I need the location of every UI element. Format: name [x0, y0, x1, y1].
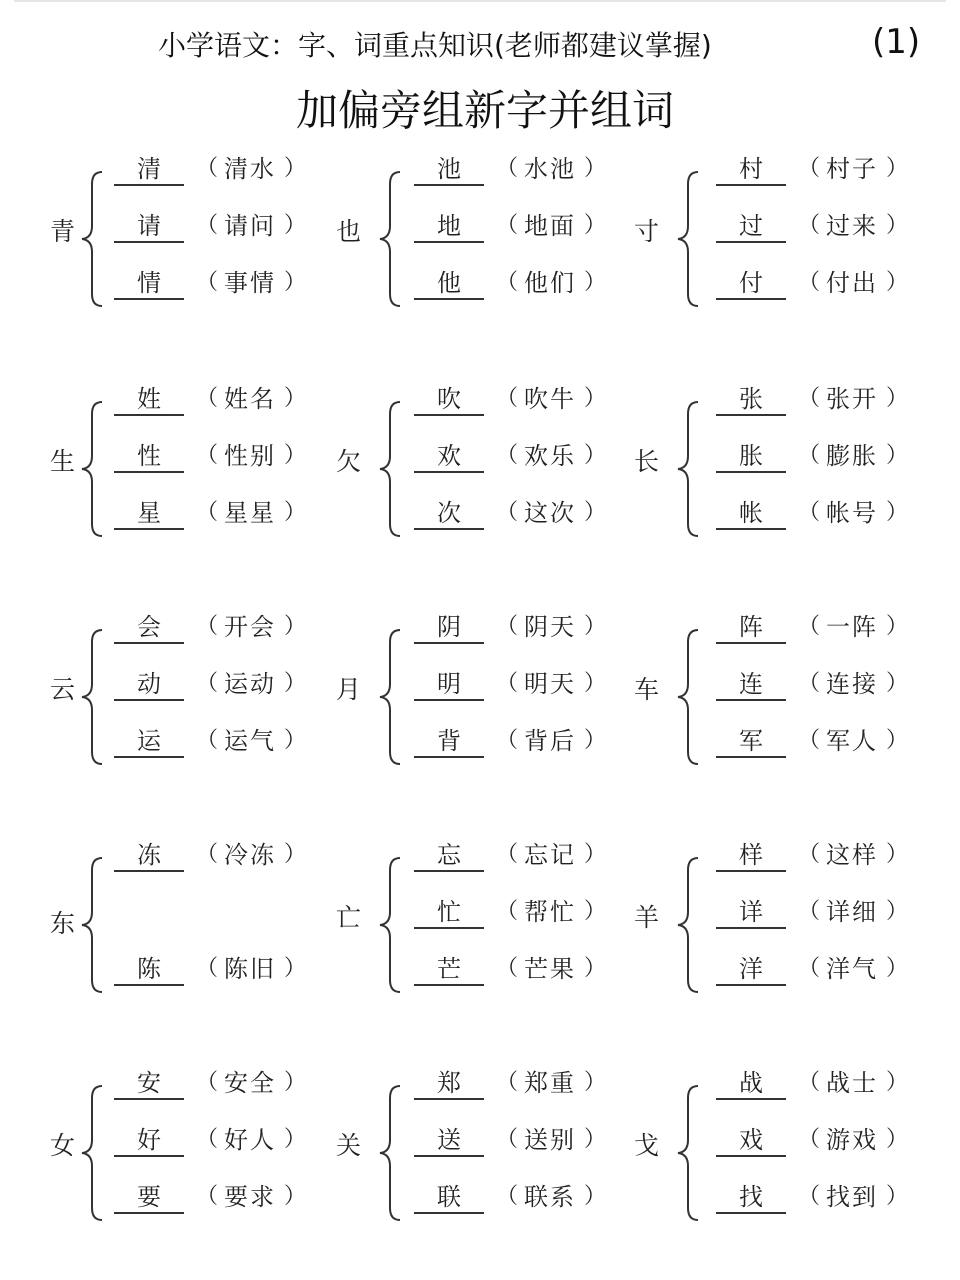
- answer-word: 性别: [224, 442, 276, 470]
- paren-close: ）: [284, 842, 307, 867]
- paren-close: ）: [886, 842, 909, 867]
- answer-word: 这次: [524, 499, 576, 527]
- base-character: 也: [336, 217, 362, 246]
- radical-group-qing: [50, 148, 350, 318]
- paren-open: （: [798, 270, 821, 295]
- base-character: 长: [634, 447, 660, 476]
- answer-char: 动: [114, 669, 184, 701]
- radical-group-yang: [634, 834, 934, 1004]
- paren-open: （: [496, 614, 519, 639]
- paren-close: ）: [284, 270, 307, 295]
- base-character: 青: [50, 217, 76, 246]
- paren-close: ）: [584, 842, 607, 867]
- paren-open: （: [196, 500, 219, 525]
- answer-word: 清水: [224, 155, 276, 183]
- paren-close: ）: [886, 956, 909, 981]
- paren-open: （: [196, 270, 219, 295]
- paren-open: （: [496, 213, 519, 238]
- paren-open: （: [798, 899, 821, 924]
- paren-open: （: [798, 1184, 821, 1209]
- paren-open: （: [196, 443, 219, 468]
- radical-group-ye: [336, 148, 636, 318]
- answer-word: 洋气: [826, 955, 878, 983]
- paren-open: （: [496, 728, 519, 753]
- answer-char: 付: [716, 268, 786, 300]
- paren-close: ）: [284, 1070, 307, 1095]
- answer-word: 付出: [826, 269, 878, 297]
- paren-open: （: [196, 1127, 219, 1152]
- paren-close: ）: [284, 213, 307, 238]
- radical-group-chang: [634, 378, 934, 548]
- radical-group-che: [634, 606, 934, 776]
- answer-char: 陈: [114, 954, 184, 986]
- base-character: 戈: [634, 1131, 660, 1160]
- answer-word: 这样: [826, 841, 878, 869]
- answer-word: 背后: [524, 727, 576, 755]
- answer-word: 帮忙: [524, 898, 576, 926]
- page-title: 加偏旁组新字并组词: [296, 86, 675, 135]
- paren-close: ）: [584, 156, 607, 181]
- radical-group-qian: [336, 378, 636, 548]
- paren-close: ）: [584, 1127, 607, 1152]
- answer-char: 运: [114, 726, 184, 758]
- answer-char: 郑: [414, 1068, 484, 1100]
- paren-close: ）: [284, 728, 307, 753]
- paren-close: ）: [584, 614, 607, 639]
- answer-word: 战士: [826, 1069, 878, 1097]
- brace-icon: [676, 170, 700, 308]
- paren-close: ）: [886, 1070, 909, 1095]
- page-subtitle: 小学语文：字、词重点知识(老师都建议掌握): [158, 29, 712, 62]
- answer-word: 运气: [224, 727, 276, 755]
- base-character: 欠: [336, 447, 362, 476]
- paren-close: ）: [886, 443, 909, 468]
- answer-word: 游戏: [826, 1126, 878, 1154]
- answer-word: 连接: [826, 670, 878, 698]
- answer-char: 帐: [716, 498, 786, 530]
- answer-char: 他: [414, 268, 484, 300]
- radical-group-guan: [336, 1062, 636, 1232]
- answer-word: 事情: [224, 269, 276, 297]
- paren-close: ）: [284, 443, 307, 468]
- answer-char: 性: [114, 441, 184, 473]
- paren-close: ）: [284, 614, 307, 639]
- brace-icon: [378, 170, 402, 308]
- answer-word: 详细: [826, 898, 878, 926]
- paren-close: ）: [584, 500, 607, 525]
- answer-word: 送别: [524, 1126, 576, 1154]
- paren-open: （: [798, 213, 821, 238]
- answer-word: 军人: [826, 727, 878, 755]
- answer-word: 阴天: [524, 613, 576, 641]
- brace-icon: [80, 1084, 104, 1222]
- paren-open: （: [196, 1184, 219, 1209]
- paren-close: ）: [584, 671, 607, 696]
- answer-char: 姓: [114, 384, 184, 416]
- radical-group-sheng: [50, 378, 350, 548]
- paren-open: （: [496, 671, 519, 696]
- answer-word: 请问: [224, 212, 276, 240]
- answer-word: 水池: [524, 155, 576, 183]
- paren-open: （: [196, 614, 219, 639]
- base-character: 车: [634, 675, 660, 704]
- radical-group-dong: [50, 834, 350, 1004]
- answer-char: 过: [716, 211, 786, 243]
- answer-word: 地面: [524, 212, 576, 240]
- paren-open: （: [798, 1127, 821, 1152]
- paren-open: （: [798, 671, 821, 696]
- radical-group-ge: [634, 1062, 934, 1232]
- paren-close: ）: [284, 1127, 307, 1152]
- answer-word: 他们: [524, 269, 576, 297]
- answer-char: 详: [716, 897, 786, 929]
- paren-close: ）: [886, 899, 909, 924]
- answer-char: 戏: [716, 1125, 786, 1157]
- paren-open: （: [496, 156, 519, 181]
- paren-close: ）: [886, 270, 909, 295]
- paren-open: （: [798, 500, 821, 525]
- paren-close: ）: [584, 386, 607, 411]
- paren-open: （: [496, 386, 519, 411]
- answer-word: 联系: [524, 1183, 576, 1211]
- answer-word: 帐号: [826, 499, 878, 527]
- radical-group-yue: [336, 606, 636, 776]
- paren-open: （: [196, 386, 219, 411]
- answer-char: 忘: [414, 840, 484, 872]
- answer-word: 明天: [524, 670, 576, 698]
- answer-char: 安: [114, 1068, 184, 1100]
- paren-open: （: [496, 1127, 519, 1152]
- answer-word: 要求: [224, 1183, 276, 1211]
- paren-close: ）: [584, 213, 607, 238]
- answer-word: 姓名: [224, 385, 276, 413]
- answer-char: 要: [114, 1182, 184, 1214]
- paren-close: ）: [584, 1184, 607, 1209]
- base-character: 亡: [336, 903, 362, 932]
- answer-char: 池: [414, 154, 484, 186]
- radical-group-yun: [50, 606, 350, 776]
- answer-char: 会: [114, 612, 184, 644]
- answer-word: 村子: [826, 155, 878, 183]
- answer-char: 洋: [716, 954, 786, 986]
- brace-icon: [80, 400, 104, 538]
- paren-open: （: [496, 443, 519, 468]
- answer-char: 联: [414, 1182, 484, 1214]
- answer-char: 次: [414, 498, 484, 530]
- answer-word: 膨胀: [826, 442, 878, 470]
- paren-open: （: [496, 956, 519, 981]
- paren-close: ）: [584, 956, 607, 981]
- paren-open: （: [496, 1070, 519, 1095]
- base-character: 女: [50, 1131, 76, 1160]
- answer-word: 一阵: [826, 613, 878, 641]
- answer-char: 样: [716, 840, 786, 872]
- paren-close: ）: [284, 156, 307, 181]
- answer-word: 张开: [826, 385, 878, 413]
- base-character: 云: [50, 675, 76, 704]
- brace-icon: [378, 628, 402, 766]
- paren-close: ）: [284, 500, 307, 525]
- answer-char: 吹: [414, 384, 484, 416]
- answer-char: 背: [414, 726, 484, 758]
- answer-char: 胀: [716, 441, 786, 473]
- base-character: 羊: [634, 903, 660, 932]
- answer-char: 星: [114, 498, 184, 530]
- paren-close: ）: [886, 500, 909, 525]
- answer-char: 阵: [716, 612, 786, 644]
- paren-open: （: [196, 956, 219, 981]
- paren-open: （: [496, 270, 519, 295]
- brace-icon: [80, 628, 104, 766]
- part-number: (1): [872, 22, 921, 62]
- radical-group-cun: [634, 148, 934, 318]
- answer-char: 地: [414, 211, 484, 243]
- paren-open: （: [196, 156, 219, 181]
- paren-close: ）: [886, 156, 909, 181]
- brace-icon: [676, 856, 700, 994]
- answer-word: 冷冻: [224, 841, 276, 869]
- paren-open: （: [196, 842, 219, 867]
- base-character: 生: [50, 447, 76, 476]
- answer-word: 过来: [826, 212, 878, 240]
- answer-char: 张: [716, 384, 786, 416]
- brace-icon: [676, 628, 700, 766]
- answer-char: 欢: [414, 441, 484, 473]
- paren-open: （: [496, 842, 519, 867]
- paren-open: （: [798, 156, 821, 181]
- answer-word: 吹牛: [524, 385, 576, 413]
- answer-char: 军: [716, 726, 786, 758]
- paren-open: （: [496, 500, 519, 525]
- answer-word: 安全: [224, 1069, 276, 1097]
- answer-char: 找: [716, 1182, 786, 1214]
- paren-close: ）: [284, 956, 307, 981]
- answer-word: 欢乐: [524, 442, 576, 470]
- base-character: 月: [336, 675, 362, 704]
- paren-close: ）: [584, 443, 607, 468]
- paren-close: ）: [284, 1184, 307, 1209]
- answer-word: 芒果: [524, 955, 576, 983]
- brace-icon: [80, 856, 104, 994]
- paren-close: ）: [284, 671, 307, 696]
- answer-char: 请: [114, 211, 184, 243]
- answer-char: 情: [114, 268, 184, 300]
- paren-close: ）: [584, 728, 607, 753]
- paren-open: （: [798, 614, 821, 639]
- radical-group-wang: [336, 834, 636, 1004]
- answer-char: 清: [114, 154, 184, 186]
- answer-word: 好人: [224, 1126, 276, 1154]
- brace-icon: [676, 400, 700, 538]
- top-divider: [14, 0, 946, 2]
- paren-open: （: [798, 386, 821, 411]
- answer-word: 忘记: [524, 841, 576, 869]
- answer-word: 星星: [224, 499, 276, 527]
- paren-open: （: [798, 1070, 821, 1095]
- paren-open: （: [798, 956, 821, 981]
- base-character: 关: [336, 1131, 362, 1160]
- answer-word: 运动: [224, 670, 276, 698]
- answer-char: 连: [716, 669, 786, 701]
- answer-char: 明: [414, 669, 484, 701]
- paren-open: （: [496, 1184, 519, 1209]
- paren-close: ）: [886, 728, 909, 753]
- radical-group-nv: [50, 1062, 350, 1232]
- answer-char: 忙: [414, 897, 484, 929]
- answer-word: 找到: [826, 1183, 878, 1211]
- base-character: 寸: [634, 217, 660, 246]
- answer-char: 村: [716, 154, 786, 186]
- paren-close: ）: [886, 614, 909, 639]
- paren-open: （: [196, 213, 219, 238]
- brace-icon: [378, 400, 402, 538]
- paren-close: ）: [584, 1070, 607, 1095]
- brace-icon: [80, 170, 104, 308]
- paren-open: （: [798, 842, 821, 867]
- paren-close: ）: [886, 1127, 909, 1152]
- brace-icon: [378, 1084, 402, 1222]
- base-character: 东: [50, 909, 76, 938]
- paren-open: （: [196, 1070, 219, 1095]
- answer-word: 陈旧: [224, 955, 276, 983]
- answer-word: 开会: [224, 613, 276, 641]
- paren-open: （: [798, 443, 821, 468]
- answer-char: 冻: [114, 840, 184, 872]
- answer-char: 送: [414, 1125, 484, 1157]
- answer-char: 好: [114, 1125, 184, 1157]
- paren-open: （: [196, 671, 219, 696]
- answer-char: 芒: [414, 954, 484, 986]
- paren-close: ）: [584, 899, 607, 924]
- paren-open: （: [496, 899, 519, 924]
- paren-close: ）: [886, 386, 909, 411]
- answer-char: 阴: [414, 612, 484, 644]
- brace-icon: [378, 856, 402, 994]
- paren-close: ）: [284, 386, 307, 411]
- paren-close: ）: [886, 671, 909, 696]
- answer-char: 战: [716, 1068, 786, 1100]
- answer-word: 郑重: [524, 1069, 576, 1097]
- paren-open: （: [798, 728, 821, 753]
- brace-icon: [676, 1084, 700, 1222]
- paren-close: ）: [886, 1184, 909, 1209]
- paren-close: ）: [584, 270, 607, 295]
- paren-open: （: [196, 728, 219, 753]
- paren-close: ）: [886, 213, 909, 238]
